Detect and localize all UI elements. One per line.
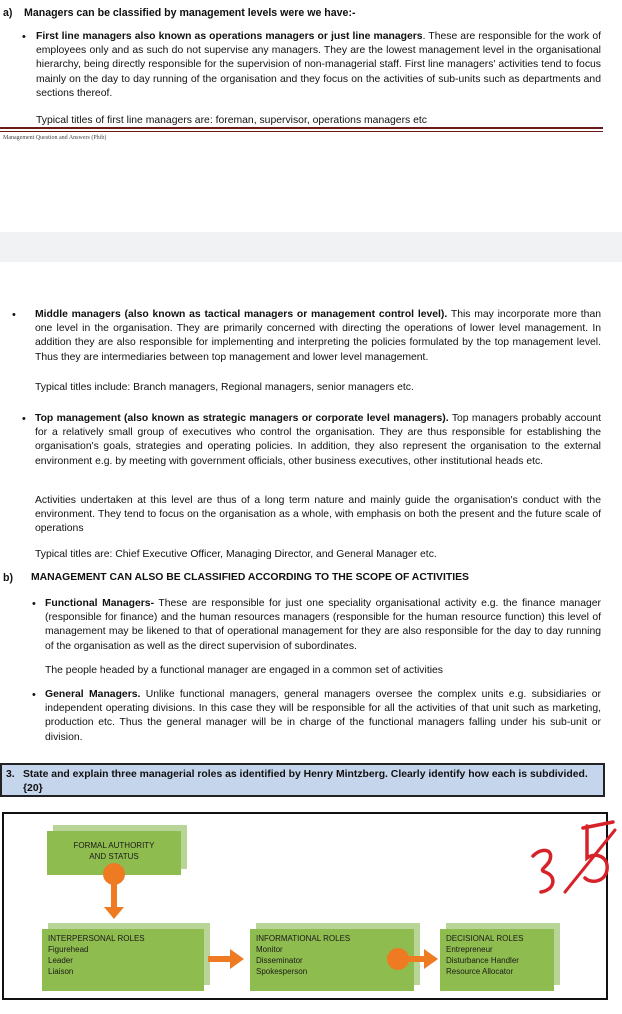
top-management-text: Top managers probably account for a relatively small group of executives who control the organisation. They are thus responsible for establishing the organisation's goals, strategies and operating policies. In addition, they also represent the organisation to the external environment e.g. by meeting with government officials, other business executives, other institutional heads etc. bbox=[35, 413, 602, 467]
question-box bbox=[0, 763, 605, 797]
top-management-paragraph bbox=[35, 412, 601, 469]
question-text bbox=[23, 768, 601, 796]
middle-managers-bold: Middle managers (also known as tactical managers or management control level). bbox=[35, 309, 448, 320]
decisional-title: DECISIONAL ROLES bbox=[446, 934, 524, 943]
footer-note: Management Question and Answers (Phib) bbox=[3, 135, 107, 141]
decisional-item: Entrepreneur bbox=[446, 945, 493, 954]
page-gap bbox=[0, 232, 622, 262]
functional-managers-note: The people headed by a functional manager are engaged in a common set of activities bbox=[45, 665, 443, 676]
informational-title: INFORMATIONAL ROLES bbox=[256, 934, 351, 943]
interpersonal-roles-box bbox=[42, 929, 204, 991]
down-arrow-shaft bbox=[111, 882, 117, 908]
section-a-heading: Managers can be classified by management levels were we have:- bbox=[24, 7, 356, 19]
question-number: 3. bbox=[6, 769, 15, 780]
first-line-text: . These are responsible for the work of employees only and as such do not supervise any managers. They are the lowest management level in the organisational hierarchy, being directly responsible for the supervision of non-managerial staff. First line managers' activities tend to focus mainly on the day to day running of the organisation and they focus on the activities of sub-units such as departments and sections thereof. bbox=[36, 31, 601, 99]
formal-authority-line1: FORMAL AUTHORITY bbox=[73, 841, 155, 850]
first-line-paragraph bbox=[36, 30, 601, 101]
top-management-titles: Typical titles are: Chief Executive Officer, Managing Director, and General Manager etc. bbox=[35, 549, 437, 560]
formal-authority-line2: AND STATUS bbox=[89, 852, 139, 861]
right-arrow-icon bbox=[230, 949, 244, 969]
section-a-label: a) bbox=[3, 7, 13, 19]
general-managers-text: Unlike functional managers, general managers oversee the complex units e.g. subsidiaries or independent operating divisions. In this case they will be responsible for all the activities of that unit such as marketing, production etc. Thus the general manager will be in charge of the functional managers falling under his sub-unit or division. bbox=[45, 689, 601, 743]
bullet-icon: • bbox=[22, 413, 26, 425]
decisional-item: Resource Allocator bbox=[446, 967, 514, 976]
informational-item: Monitor bbox=[256, 945, 283, 954]
middle-managers-titles: Typical titles include: Branch managers, Regional managers, senior managers etc. bbox=[35, 382, 414, 393]
bullet-icon: • bbox=[32, 598, 36, 610]
decisional-roles-box bbox=[440, 929, 554, 991]
general-managers-paragraph bbox=[45, 688, 601, 745]
interpersonal-item: Leader bbox=[48, 956, 73, 965]
handwritten-score-mark bbox=[525, 812, 622, 922]
informational-item: Spokesperson bbox=[256, 967, 308, 976]
down-arrow-icon bbox=[104, 907, 124, 919]
informational-item: Disseminator bbox=[256, 956, 303, 965]
first-line-titles: Typical titles of first line managers are: foreman, supervisor, operations managers etc bbox=[36, 115, 427, 126]
functional-managers-bold: Functional Managers- bbox=[45, 598, 155, 609]
top-management-bold: Top management (also known as strategic managers or corporate level managers). bbox=[35, 413, 449, 424]
question-body: State and explain three managerial roles as identified by Henry Mintzberg. Clearly identify how each is subdivided. bbox=[23, 769, 588, 780]
general-managers-bold: General Managers. bbox=[45, 689, 141, 700]
functional-managers-text: These are responsible for just one speciality organisational activity e.g. the finance manager (responsible for finance) and the human resources managers (responsible for the human resource function) this level of management may be likened to that of operational management for they are also responsible for the day to day running of the organisation as well as the direct supervision of subordinates. bbox=[45, 598, 602, 652]
first-line-bold: First line managers also known as operations managers or just line managers bbox=[36, 31, 423, 42]
bullet-icon: • bbox=[22, 31, 26, 43]
bullet-icon: • bbox=[12, 309, 16, 321]
mintzberg-roles-diagram bbox=[2, 812, 608, 1000]
middle-managers-paragraph bbox=[35, 308, 601, 365]
page-rule-top bbox=[0, 127, 603, 129]
top-management-activities: Activities undertaken at this level are thus of a long term nature and mainly guide the organisation's conduct with the environment. They tend to focus on the organisation as a whole, with emphasis on both the present and the future scale of operations bbox=[35, 495, 601, 535]
functional-managers-paragraph bbox=[45, 597, 601, 654]
section-b-heading: MANAGEMENT CAN ALSO BE CLASSIFIED ACCORDING TO THE SCOPE OF ACTIVITIES bbox=[31, 572, 469, 583]
question-marks: {20} bbox=[23, 783, 43, 794]
right-arrow-icon bbox=[424, 949, 438, 969]
interpersonal-title: INTERPERSONAL ROLES bbox=[48, 934, 145, 943]
interpersonal-item: Figurehead bbox=[48, 945, 89, 954]
right-arrow-shaft bbox=[404, 956, 426, 962]
decisional-item: Disturbance Handler bbox=[446, 956, 519, 965]
page-rule-bottom bbox=[0, 131, 603, 132]
middle-managers-text: This may incorporate more than one level in the organisation. They are primarily concerned with directing the operations of lower level management. In addition they are also responsible for implementing and interpreting the policies formulated by the top management level. Thus they are intermediaries between top management and lower level management. bbox=[35, 309, 602, 363]
right-arrow-shaft bbox=[208, 956, 232, 962]
bullet-icon: • bbox=[32, 689, 36, 701]
interpersonal-item: Liaison bbox=[48, 967, 74, 976]
section-b-label: b) bbox=[3, 572, 13, 584]
